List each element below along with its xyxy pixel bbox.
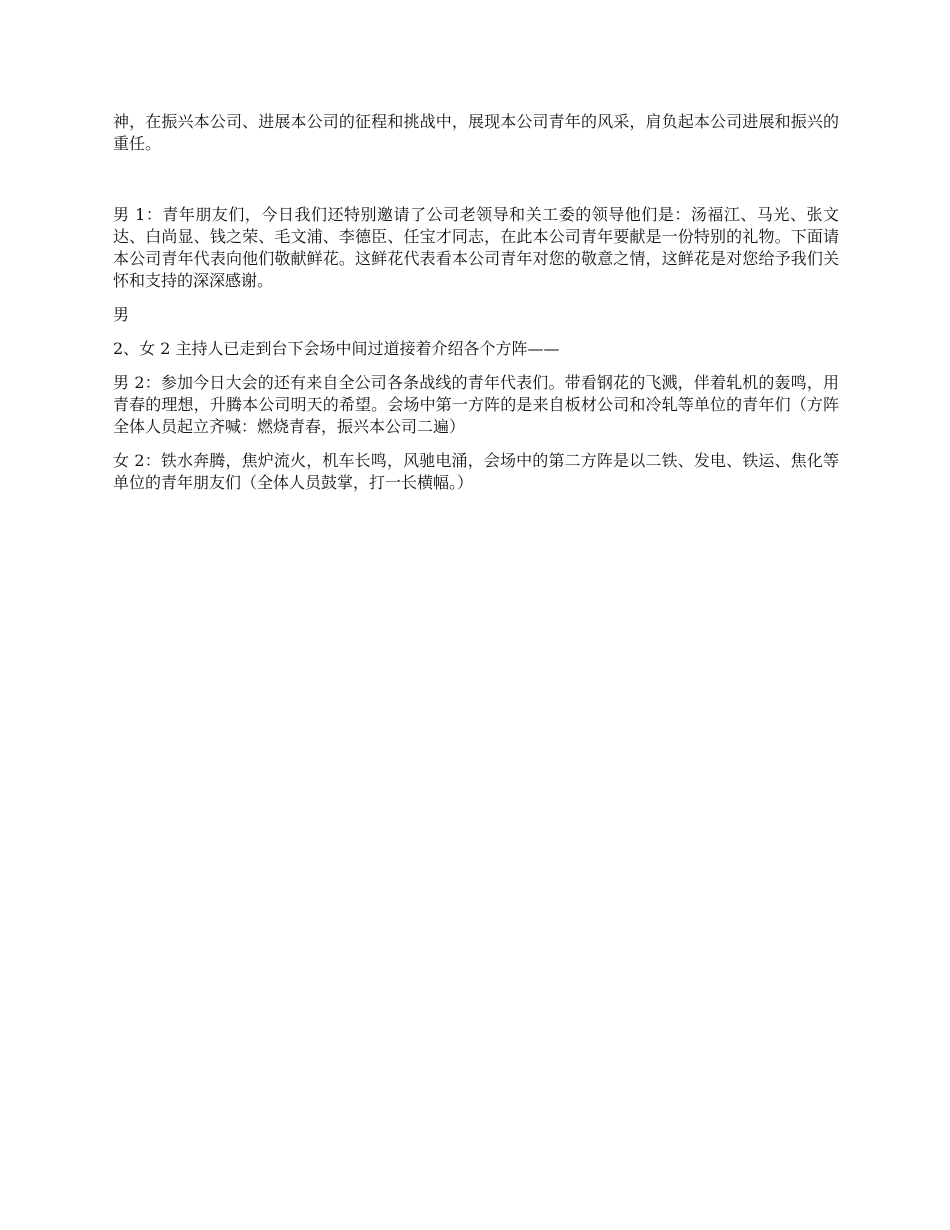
- paragraph-male-label: 男: [113, 305, 130, 324]
- paragraph-opening-continuation: 神，在振兴本公司、进展本公司的征程和挑战中，展现本公司青年的风采，肩负起本公司进展和振兴的重任。: [113, 112, 839, 153]
- paragraph-female-host-2: 女 2：铁水奔腾，焦炉流火，机车长鸣，风驰电涌，会场中的第二方阵是以二铁、发电、铁运、焦化等单位的青年朋友们（全体人员鼓掌，打一长横幅。）: [113, 451, 839, 492]
- paragraph-stage-direction: 2、女 2 主持人已走到台下会场中间过道接着介绍各个方阵——: [113, 339, 560, 358]
- paragraph-male-host-1: 男 1：青年朋友们，今日我们还特别邀请了公司老领导和关工委的领导他们是：汤福江、马光、张文达、白尚显、钱之荣、毛文浦、李德臣、任宝才同志，在此本公司青年要献是一份特别的礼物。下面请本公司青年代表向他们敬献鲜花。这鲜花代表看本公司青年对您的敬意之情，这鲜花是对您给予我们关怀和支持的深深感谢。: [113, 205, 839, 290]
- document-body: [113, 111, 839, 506]
- paragraph-male-host-2: 男 2：参加今日大会的还有来自全公司各条战线的青年代表们。带看钢花的飞溅，伴着轧机的轰鸣，用青春的理想，升腾本公司明天的希望。会场中第一方阵的是来自板材公司和冷轧等单位的青年们（方阵全体人员起立齐喊：燃烧青春，振兴本公司二遍）: [113, 373, 839, 436]
